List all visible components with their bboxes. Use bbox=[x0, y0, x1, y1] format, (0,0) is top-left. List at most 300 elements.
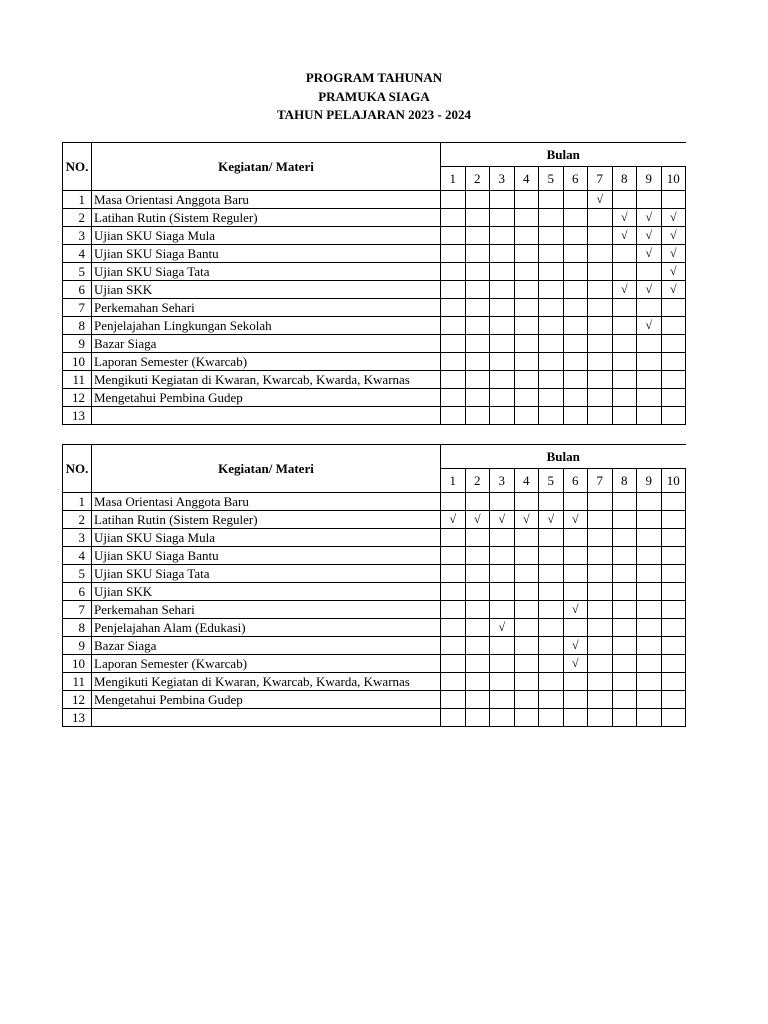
month-cell bbox=[612, 317, 637, 335]
row-number: 10 bbox=[63, 655, 92, 673]
month-cell bbox=[441, 389, 466, 407]
month-cell bbox=[514, 263, 539, 281]
month-cell bbox=[563, 371, 588, 389]
activity-name: Mengetahui Pembina Gudep bbox=[92, 389, 441, 407]
check-mark: √ bbox=[661, 281, 686, 299]
month-cell bbox=[514, 245, 539, 263]
check-mark: √ bbox=[563, 511, 588, 529]
month-cell bbox=[514, 619, 539, 637]
row-number: 13 bbox=[63, 709, 92, 727]
month-cell bbox=[612, 565, 637, 583]
row-number: 11 bbox=[63, 673, 92, 691]
table-row bbox=[63, 317, 686, 335]
activity-name: Latihan Rutin (Sistem Reguler) bbox=[92, 209, 441, 227]
month-cell bbox=[490, 263, 515, 281]
month-cell bbox=[637, 511, 662, 529]
month-cell bbox=[490, 281, 515, 299]
month-cell bbox=[539, 299, 564, 317]
month-cell bbox=[563, 353, 588, 371]
month-cell bbox=[465, 335, 490, 353]
check-mark: √ bbox=[490, 619, 515, 637]
check-mark: √ bbox=[441, 511, 466, 529]
month-cell bbox=[661, 511, 686, 529]
month-cell bbox=[637, 407, 662, 425]
month-cell bbox=[612, 709, 637, 727]
month-cell bbox=[588, 281, 613, 299]
month-cell bbox=[588, 209, 613, 227]
month-cell bbox=[441, 209, 466, 227]
month-cell bbox=[465, 583, 490, 601]
month-group-header: Bulan bbox=[441, 445, 686, 469]
month-cell bbox=[514, 407, 539, 425]
month-cell bbox=[563, 619, 588, 637]
month-cell bbox=[563, 407, 588, 425]
month-cell bbox=[539, 493, 564, 511]
month-cell bbox=[465, 317, 490, 335]
month-cell bbox=[441, 335, 466, 353]
activity-name: Ujian SKK bbox=[92, 583, 441, 601]
table-row bbox=[63, 263, 686, 281]
month-cell bbox=[563, 565, 588, 583]
month-cell bbox=[465, 655, 490, 673]
month-header: 8 bbox=[612, 469, 637, 493]
row-number: 13 bbox=[63, 407, 92, 425]
table-row bbox=[63, 547, 686, 565]
month-cell bbox=[514, 565, 539, 583]
month-cell bbox=[539, 263, 564, 281]
month-cell bbox=[514, 691, 539, 709]
check-mark: √ bbox=[563, 601, 588, 619]
month-cell bbox=[563, 691, 588, 709]
activity-name: Masa Orientasi Anggota Baru bbox=[92, 493, 441, 511]
activity-name: Ujian SKU Siaga Tata bbox=[92, 263, 441, 281]
month-cell bbox=[563, 335, 588, 353]
month-header: 2 bbox=[465, 167, 490, 191]
month-cell bbox=[588, 227, 613, 245]
month-cell bbox=[490, 191, 515, 209]
month-cell bbox=[612, 547, 637, 565]
month-cell bbox=[441, 601, 466, 619]
month-cell bbox=[441, 709, 466, 727]
month-cell bbox=[563, 673, 588, 691]
month-cell bbox=[490, 547, 515, 565]
month-cell bbox=[588, 317, 613, 335]
month-cell bbox=[465, 245, 490, 263]
month-cell bbox=[612, 655, 637, 673]
month-cell bbox=[441, 583, 466, 601]
month-cell bbox=[588, 353, 613, 371]
month-cell bbox=[612, 619, 637, 637]
month-cell bbox=[563, 493, 588, 511]
title-line-1: PROGRAM TAHUNAN bbox=[305, 70, 443, 85]
row-number: 3 bbox=[63, 227, 92, 245]
month-cell bbox=[612, 371, 637, 389]
month-cell bbox=[637, 529, 662, 547]
table-row bbox=[63, 655, 686, 673]
row-number: 2 bbox=[63, 511, 92, 529]
check-mark: √ bbox=[563, 637, 588, 655]
check-mark: √ bbox=[661, 263, 686, 281]
month-cell bbox=[490, 299, 515, 317]
table-row bbox=[63, 227, 686, 245]
table-row bbox=[63, 511, 686, 529]
table-row bbox=[63, 619, 686, 637]
month-cell bbox=[441, 317, 466, 335]
activity-name: Penjelajahan Lingkungan Sekolah bbox=[92, 317, 441, 335]
month-cell bbox=[465, 565, 490, 583]
activity-name: Perkemahan Sehari bbox=[92, 299, 441, 317]
month-cell bbox=[465, 601, 490, 619]
row-number: 10 bbox=[63, 353, 92, 371]
month-cell bbox=[514, 493, 539, 511]
check-mark: √ bbox=[661, 245, 686, 263]
month-cell bbox=[661, 691, 686, 709]
month-cell bbox=[612, 493, 637, 511]
month-cell bbox=[490, 709, 515, 727]
month-cell bbox=[563, 299, 588, 317]
month-cell bbox=[637, 263, 662, 281]
month-cell bbox=[612, 245, 637, 263]
month-cell bbox=[637, 299, 662, 317]
activity-name: Ujian SKK bbox=[92, 281, 441, 299]
month-cell bbox=[612, 335, 637, 353]
table-row bbox=[63, 299, 686, 317]
month-cell bbox=[661, 299, 686, 317]
month-cell bbox=[563, 209, 588, 227]
month-cell bbox=[490, 583, 515, 601]
month-cell bbox=[490, 655, 515, 673]
activity-name: Mengikuti Kegiatan di Kwaran, Kwarcab, Kwarda, Kwarnas bbox=[92, 371, 441, 389]
month-cell bbox=[612, 263, 637, 281]
row-number: 5 bbox=[63, 263, 92, 281]
month-cell bbox=[441, 691, 466, 709]
month-cell bbox=[539, 371, 564, 389]
month-cell bbox=[490, 565, 515, 583]
month-cell bbox=[539, 407, 564, 425]
month-cell bbox=[661, 565, 686, 583]
month-cell bbox=[612, 511, 637, 529]
month-cell bbox=[588, 691, 613, 709]
month-cell bbox=[490, 245, 515, 263]
month-cell bbox=[441, 263, 466, 281]
month-cell bbox=[539, 601, 564, 619]
month-cell bbox=[441, 529, 466, 547]
month-cell bbox=[441, 493, 466, 511]
month-cell bbox=[441, 353, 466, 371]
no-column-header: NO. bbox=[63, 445, 92, 493]
month-cell bbox=[588, 299, 613, 317]
check-mark: √ bbox=[612, 227, 637, 245]
check-mark: √ bbox=[637, 227, 662, 245]
month-cell bbox=[588, 655, 613, 673]
month-cell bbox=[514, 389, 539, 407]
month-cell bbox=[514, 227, 539, 245]
month-cell bbox=[612, 191, 637, 209]
month-cell bbox=[637, 601, 662, 619]
check-mark: √ bbox=[661, 209, 686, 227]
activity-name: Bazar Siaga bbox=[92, 637, 441, 655]
month-cell bbox=[465, 263, 490, 281]
month-cell bbox=[441, 191, 466, 209]
month-cell bbox=[490, 227, 515, 245]
month-cell bbox=[441, 371, 466, 389]
check-mark: √ bbox=[637, 317, 662, 335]
month-cell bbox=[661, 529, 686, 547]
month-header: 5 bbox=[539, 469, 564, 493]
month-cell bbox=[588, 511, 613, 529]
month-header: 10 bbox=[661, 167, 686, 191]
check-mark: √ bbox=[612, 281, 637, 299]
month-cell bbox=[465, 299, 490, 317]
schedule-table-1 bbox=[62, 142, 686, 425]
check-mark: √ bbox=[539, 511, 564, 529]
table-row bbox=[63, 353, 686, 371]
month-cell bbox=[539, 673, 564, 691]
month-cell bbox=[612, 529, 637, 547]
month-cell bbox=[612, 637, 637, 655]
month-header: 1 bbox=[441, 469, 466, 493]
month-cell bbox=[661, 353, 686, 371]
month-cell bbox=[465, 281, 490, 299]
activity-name: Laporan Semester (Kwarcab) bbox=[92, 655, 441, 673]
month-cell bbox=[637, 565, 662, 583]
month-cell bbox=[588, 529, 613, 547]
month-cell bbox=[563, 389, 588, 407]
month-cell bbox=[514, 191, 539, 209]
month-cell bbox=[441, 565, 466, 583]
month-cell bbox=[441, 245, 466, 263]
month-cell bbox=[563, 263, 588, 281]
month-cell bbox=[465, 547, 490, 565]
table-row bbox=[63, 389, 686, 407]
month-cell bbox=[612, 389, 637, 407]
month-cell bbox=[441, 547, 466, 565]
month-cell bbox=[490, 371, 515, 389]
month-cell bbox=[588, 407, 613, 425]
row-number: 12 bbox=[63, 691, 92, 709]
table-row bbox=[63, 691, 686, 709]
month-cell bbox=[465, 209, 490, 227]
month-cell bbox=[588, 389, 613, 407]
row-number: 9 bbox=[63, 335, 92, 353]
check-mark: √ bbox=[661, 227, 686, 245]
row-number: 6 bbox=[63, 583, 92, 601]
month-cell bbox=[637, 709, 662, 727]
activity-name bbox=[92, 709, 441, 727]
month-cell bbox=[588, 583, 613, 601]
month-cell bbox=[490, 335, 515, 353]
month-cell bbox=[588, 263, 613, 281]
month-cell bbox=[637, 637, 662, 655]
row-number: 12 bbox=[63, 389, 92, 407]
month-cell bbox=[661, 371, 686, 389]
month-header: 7 bbox=[588, 469, 613, 493]
row-number: 7 bbox=[63, 601, 92, 619]
month-cell bbox=[539, 227, 564, 245]
row-number: 2 bbox=[63, 209, 92, 227]
month-cell bbox=[441, 655, 466, 673]
table-row bbox=[63, 371, 686, 389]
month-cell bbox=[661, 673, 686, 691]
month-cell bbox=[661, 619, 686, 637]
month-cell bbox=[588, 371, 613, 389]
activity-name: Laporan Semester (Kwarcab) bbox=[92, 353, 441, 371]
month-header: 4 bbox=[514, 167, 539, 191]
month-cell bbox=[661, 601, 686, 619]
month-cell bbox=[514, 709, 539, 727]
month-cell bbox=[465, 191, 490, 209]
activity-name: Ujian SKU Siaga Mula bbox=[92, 529, 441, 547]
month-cell bbox=[661, 317, 686, 335]
month-header: 1 bbox=[441, 167, 466, 191]
check-mark: √ bbox=[514, 511, 539, 529]
month-cell bbox=[612, 691, 637, 709]
month-cell bbox=[539, 583, 564, 601]
month-cell bbox=[441, 619, 466, 637]
month-cell bbox=[539, 565, 564, 583]
month-header: 3 bbox=[490, 469, 515, 493]
check-mark: √ bbox=[612, 209, 637, 227]
table-row bbox=[63, 565, 686, 583]
row-number: 1 bbox=[63, 191, 92, 209]
month-cell bbox=[563, 709, 588, 727]
month-cell bbox=[441, 227, 466, 245]
table-row bbox=[63, 583, 686, 601]
month-cell bbox=[563, 227, 588, 245]
row-number: 8 bbox=[63, 317, 92, 335]
month-header: 9 bbox=[637, 167, 662, 191]
month-cell bbox=[637, 691, 662, 709]
table-row bbox=[63, 709, 686, 727]
check-mark: √ bbox=[490, 511, 515, 529]
month-cell bbox=[588, 547, 613, 565]
month-cell bbox=[563, 191, 588, 209]
month-cell bbox=[563, 281, 588, 299]
month-cell bbox=[514, 637, 539, 655]
month-cell bbox=[465, 529, 490, 547]
month-cell bbox=[612, 299, 637, 317]
month-cell bbox=[637, 547, 662, 565]
table-row bbox=[63, 281, 686, 299]
month-cell bbox=[514, 655, 539, 673]
row-number: 6 bbox=[63, 281, 92, 299]
row-number: 8 bbox=[63, 619, 92, 637]
activity-name: Latihan Rutin (Sistem Reguler) bbox=[92, 511, 441, 529]
check-mark: √ bbox=[637, 281, 662, 299]
month-cell bbox=[637, 583, 662, 601]
month-cell bbox=[661, 709, 686, 727]
month-cell bbox=[539, 191, 564, 209]
month-cell bbox=[490, 493, 515, 511]
month-cell bbox=[514, 335, 539, 353]
title-block bbox=[62, 69, 686, 125]
month-cell bbox=[441, 407, 466, 425]
month-cell bbox=[539, 529, 564, 547]
title-line-3: TAHUN PELAJARAN 2023 - 2024 bbox=[276, 107, 472, 122]
month-cell bbox=[441, 673, 466, 691]
month-cell bbox=[514, 601, 539, 619]
month-header: 10 bbox=[661, 469, 686, 493]
check-mark: √ bbox=[465, 511, 490, 529]
month-header: 6 bbox=[563, 469, 588, 493]
month-cell bbox=[514, 547, 539, 565]
row-number: 1 bbox=[63, 493, 92, 511]
activity-name: Mengetahui Pembina Gudep bbox=[92, 691, 441, 709]
schedule-table-2 bbox=[62, 444, 686, 727]
month-cell bbox=[441, 637, 466, 655]
month-cell bbox=[490, 601, 515, 619]
month-cell bbox=[588, 245, 613, 263]
month-cell bbox=[637, 673, 662, 691]
month-cell bbox=[661, 583, 686, 601]
month-cell bbox=[637, 493, 662, 511]
month-cell bbox=[441, 299, 466, 317]
month-cell bbox=[539, 637, 564, 655]
month-cell bbox=[588, 493, 613, 511]
table-row bbox=[63, 209, 686, 227]
month-cell bbox=[514, 673, 539, 691]
month-header: 8 bbox=[612, 167, 637, 191]
month-cell bbox=[563, 583, 588, 601]
month-cell bbox=[465, 619, 490, 637]
month-cell bbox=[490, 353, 515, 371]
month-cell bbox=[563, 317, 588, 335]
table-row bbox=[63, 529, 686, 547]
month-header: 2 bbox=[465, 469, 490, 493]
month-cell bbox=[661, 407, 686, 425]
check-mark: √ bbox=[563, 655, 588, 673]
month-cell bbox=[465, 691, 490, 709]
row-number: 4 bbox=[63, 547, 92, 565]
table-row bbox=[63, 601, 686, 619]
month-cell bbox=[661, 191, 686, 209]
month-cell bbox=[637, 371, 662, 389]
activity-name: Perkemahan Sehari bbox=[92, 601, 441, 619]
month-cell bbox=[465, 407, 490, 425]
month-cell bbox=[661, 655, 686, 673]
activity-name: Penjelajahan Alam (Edukasi) bbox=[92, 619, 441, 637]
month-group-header: Bulan bbox=[441, 143, 686, 167]
month-cell bbox=[539, 389, 564, 407]
table-row bbox=[63, 493, 686, 511]
month-cell bbox=[637, 335, 662, 353]
month-cell bbox=[465, 673, 490, 691]
month-cell bbox=[514, 299, 539, 317]
month-cell bbox=[539, 709, 564, 727]
month-cell bbox=[563, 245, 588, 263]
month-header: 3 bbox=[490, 167, 515, 191]
month-cell bbox=[539, 209, 564, 227]
month-cell bbox=[612, 601, 637, 619]
check-mark: √ bbox=[588, 191, 613, 209]
month-cell bbox=[612, 583, 637, 601]
activity-name bbox=[92, 407, 441, 425]
month-cell bbox=[637, 619, 662, 637]
row-number: 7 bbox=[63, 299, 92, 317]
month-cell bbox=[612, 407, 637, 425]
month-cell bbox=[661, 637, 686, 655]
table-row bbox=[63, 335, 686, 353]
month-cell bbox=[588, 601, 613, 619]
month-cell bbox=[539, 619, 564, 637]
activity-name: Ujian SKU Siaga Bantu bbox=[92, 245, 441, 263]
month-cell bbox=[514, 371, 539, 389]
month-cell bbox=[661, 335, 686, 353]
activity-name: Bazar Siaga bbox=[92, 335, 441, 353]
row-number: 9 bbox=[63, 637, 92, 655]
month-cell bbox=[588, 565, 613, 583]
activity-name: Ujian SKU Siaga Tata bbox=[92, 565, 441, 583]
